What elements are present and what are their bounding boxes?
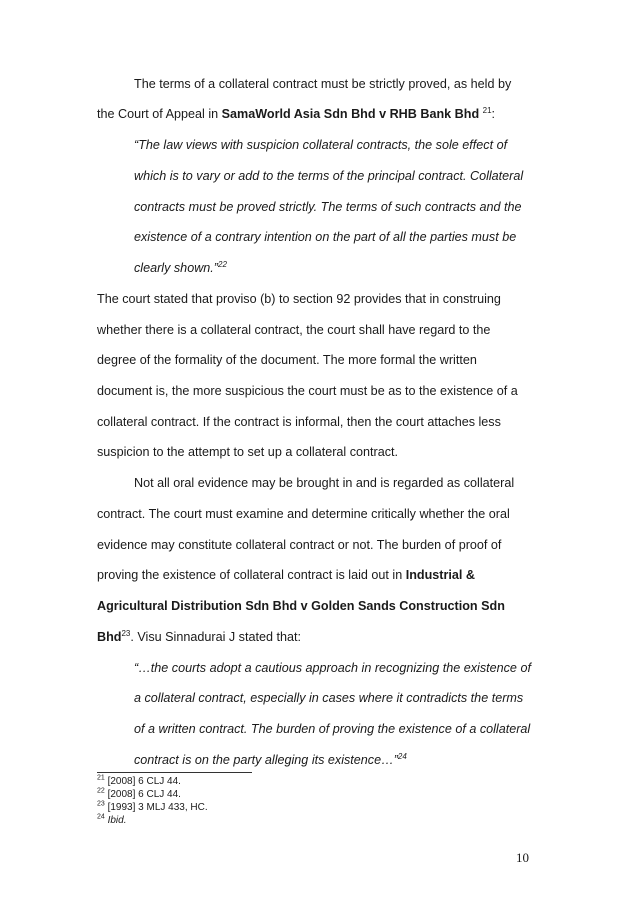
footnote: [97, 802, 208, 814]
case-name: SamaWorld Asia Sdn Bhd v RHB Bank Bhd: [221, 107, 480, 121]
footnote-text: [2008] 6 CLJ 44.: [107, 776, 181, 787]
paragraph-line: contract. The court must examine and determine critically whether the oral: [97, 507, 510, 521]
footnote-number: 21: [97, 774, 105, 782]
quote-line: “The law views with suspicion collateral contracts, the sole effect of: [134, 138, 508, 152]
paragraph-line: document is, the more suspicious the court must be as to the existence of a: [97, 384, 518, 398]
text: the Court of Appeal in: [97, 107, 222, 121]
page-number: 10: [516, 850, 529, 865]
footnote-number: 24: [97, 813, 105, 821]
paragraph-line: suspicion to the attempt to set up a collateral contract.: [97, 445, 399, 459]
case-name: Industrial &: [405, 568, 475, 582]
text: :: [491, 107, 496, 121]
paragraph-line: evidence may constitute collateral contract or not. The burden of proof of: [97, 538, 502, 552]
footnote: [97, 815, 126, 827]
case-name: Bhd: [97, 630, 122, 644]
text: clearly shown.”: [134, 261, 218, 275]
footnote-ref[interactable]: 23: [121, 628, 131, 638]
footnote-ref[interactable]: 21: [482, 105, 492, 115]
paragraph-line: degree of the formality of the document. The more formal the written: [97, 353, 477, 367]
quote-line: existence of a contrary intention on the part of all the parties must be: [134, 230, 517, 244]
paragraph-line: The court stated that proviso (b) to section 92 provides that in construing: [97, 292, 501, 306]
paragraph-line: [97, 567, 475, 583]
paragraph-line: The terms of a collateral contract must be strictly proved, as held by: [134, 77, 512, 91]
footnote-divider: [97, 772, 252, 773]
quote-line: which is to vary or add to the terms of the principal contract. Collateral: [134, 169, 524, 183]
text: . Visu Sinnadurai J stated that:: [130, 630, 301, 644]
footnote-ref[interactable]: 22: [218, 259, 227, 269]
paragraph-line: Not all oral evidence may be brought in and is regarded as collateral: [134, 476, 515, 490]
text: proving the existence of collateral contract is laid out in: [97, 568, 406, 582]
footnote-number: 23: [97, 800, 105, 808]
paragraph-line: [97, 629, 301, 645]
footnote: [97, 789, 181, 801]
quote-line: a collateral contract, especially in cases where it contradicts the terms: [134, 691, 524, 705]
paragraph-line: whether there is a collateral contract, the court shall have regard to the: [97, 323, 491, 337]
footnote-text: Ibid.: [107, 815, 127, 826]
quote-line: [134, 752, 407, 768]
footnote: [97, 776, 181, 788]
paragraph-line: [97, 598, 505, 614]
text: contract is on the party alleging its existence…”: [134, 753, 398, 767]
quote-line: “…the courts adopt a cautious approach in recognizing the existence of: [134, 661, 531, 675]
case-name: Agricultural Distribution Sdn Bhd v Golden Sands Construction Sdn: [97, 599, 505, 613]
paragraph-line: [97, 106, 495, 122]
footnote-text: [1993] 3 MLJ 433, HC.: [107, 802, 208, 813]
footnote-ref[interactable]: 24: [397, 751, 407, 761]
footnote-number: 22: [97, 787, 105, 795]
paragraph-line: collateral contract. If the contract is informal, then the court attaches less: [97, 415, 501, 429]
quote-line: [134, 260, 227, 276]
quote-line: contracts must be proved strictly. The terms of such contracts and the: [134, 200, 522, 214]
quote-line: of a written contract. The burden of proving the existence of a collateral: [134, 722, 531, 736]
footnote-text: [2008] 6 CLJ 44.: [107, 789, 181, 800]
